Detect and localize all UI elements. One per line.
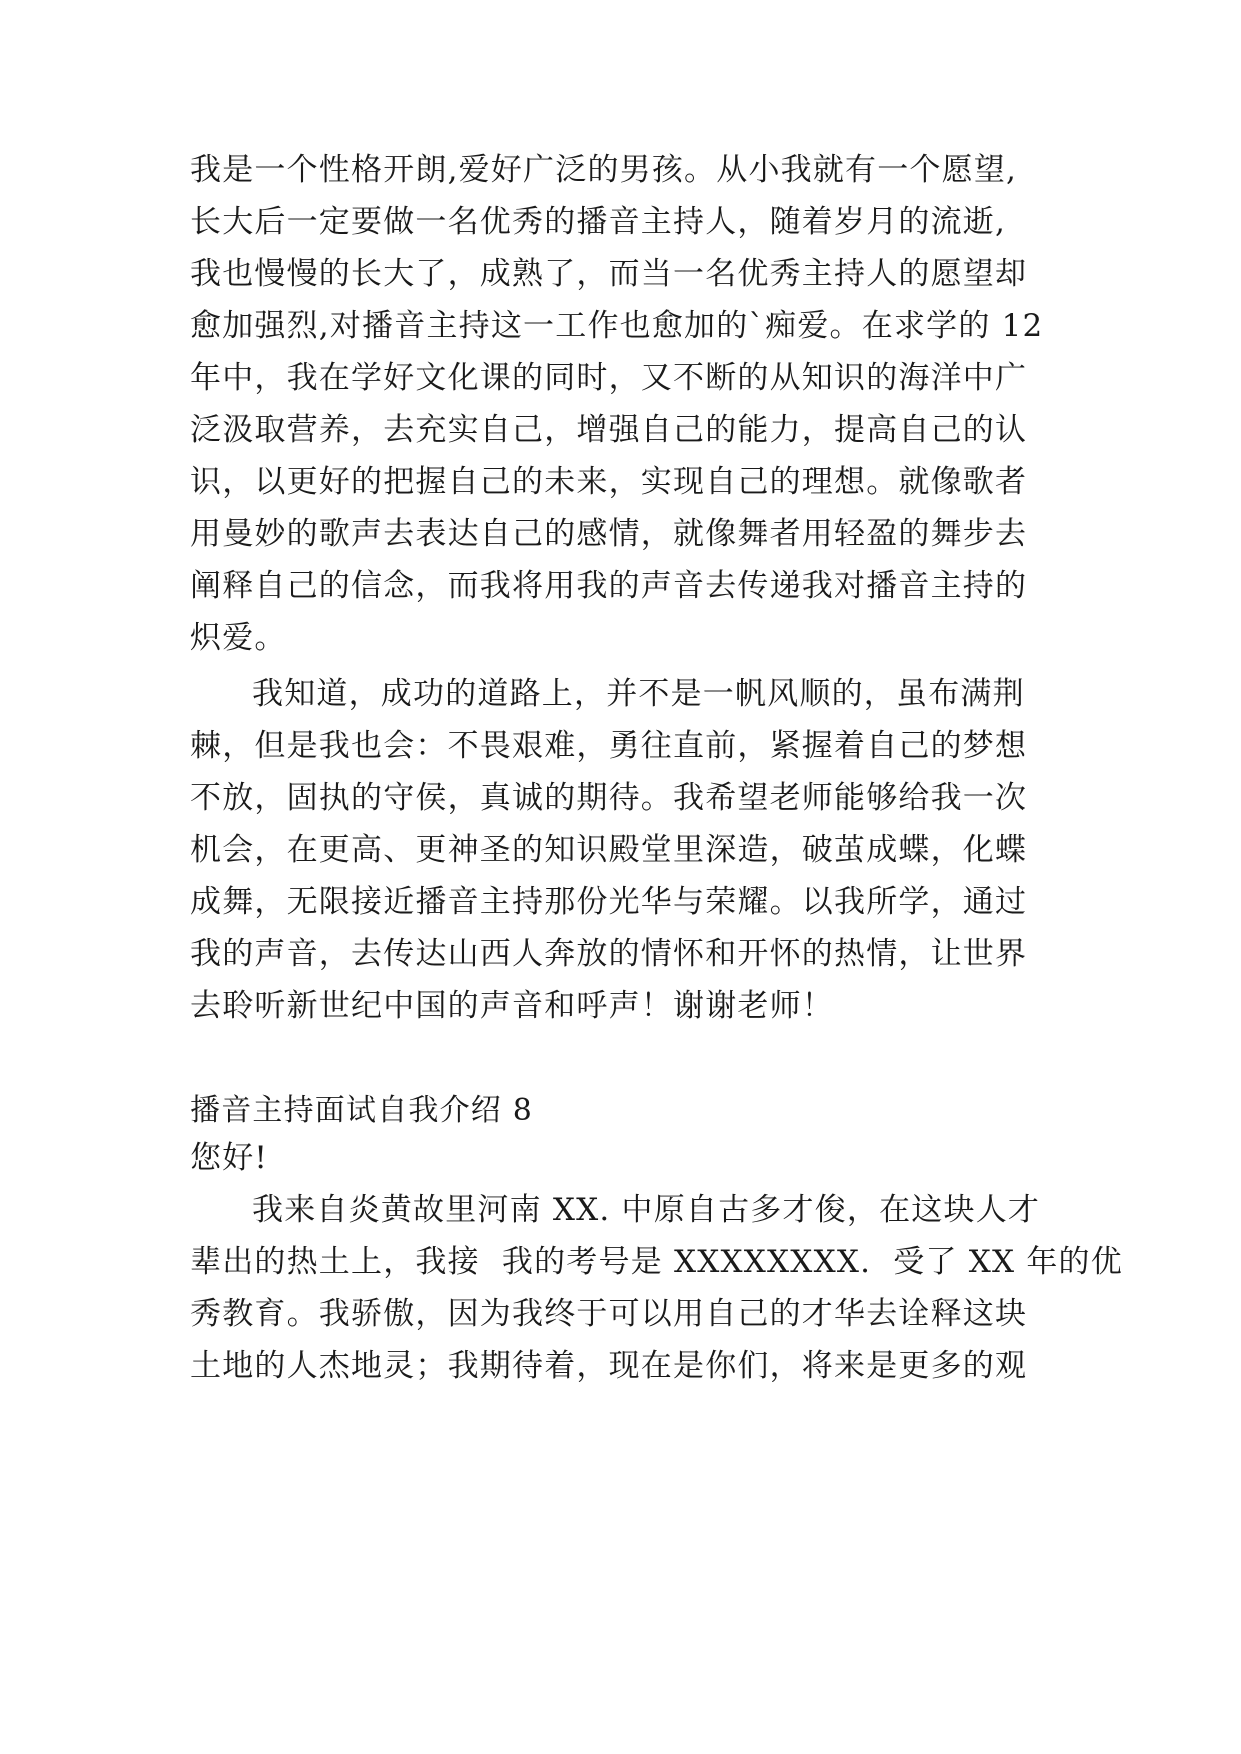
paragraph-2-line: 机会，在更高、更神圣的知识殿堂里深造，破茧成蝶，化蝶 (190, 832, 1028, 868)
paragraph-1-line: 长大后一定要做一名优秀的播音主持人，随着岁月的流逝, (190, 204, 1007, 240)
paragraph-2-line: 不放，固执的守侯，真诚的期待。我希望老师能够给我一次 (190, 780, 1028, 816)
paragraph-1-line: 识，以更好的把握自己的未来，实现自己的理想。就像歌者 (190, 464, 1028, 500)
paragraph-1-line: 愈加强烈,对播音主持这一工作也愈加的`痴爱。在求学的 12 (190, 308, 1044, 344)
paragraph-1-line: 炽爱。 (190, 620, 287, 656)
section-title: 播音主持面试自我介绍 8 (190, 1093, 534, 1128)
paragraph-2-line: 成舞，无限接近播音主持那份光华与荣耀。以我所学，通过 (190, 884, 1028, 920)
paragraph-1-line: 年中，我在学好文化课的同时，又不断的从知识的海洋中广 (190, 360, 1028, 396)
paragraph-1-line: 阐释自己的信念，而我将用我的声音去传递我对播音主持的 (190, 568, 1028, 604)
paragraph-3-line: 秀教育。我骄傲，因为我终于可以用自己的才华去诠释这块 (190, 1296, 1028, 1332)
paragraph-2-line: 我的声音，去传达山西人奔放的情怀和开怀的热情，让世界 (190, 936, 1028, 972)
greeting: 您好! (190, 1140, 269, 1176)
paragraph-1-line: 我也慢慢的长大了，成熟了，而当一名优秀主持人的愿望却 (190, 256, 1028, 292)
paragraph-1-line: 我是一个性格开朗,爱好广泛的男孩。从小我就有一个愿望, (190, 152, 1018, 188)
paragraph-2-line: 我知道，成功的道路上，并不是一帆风顺的，虽布满荆 (252, 676, 1025, 712)
paragraph-3-line: 辈出的热土上，我接 我的考号是 XXXXXXXX. 受了 XX 年的优 (190, 1244, 1123, 1280)
paragraph-2-line: 棘，但是我也会：不畏艰难，勇往直前，紧握着自己的梦想 (190, 728, 1028, 764)
paragraph-1-line: 用曼妙的歌声去表达自己的感情，就像舞者用轻盈的舞步去 (190, 516, 1028, 552)
paragraph-3-line: 我来自炎黄故里河南 XX. 中原自古多才俊，在这块人才 (252, 1192, 1041, 1228)
paragraph-3-line: 土地的人杰地灵；我期待着，现在是你们，将来是更多的观 (190, 1348, 1028, 1384)
paragraph-2-line: 去聆听新世纪中国的声音和呼声！谢谢老师！ (190, 988, 834, 1024)
paragraph-1-line: 泛汲取营养，去充实自己，增强自己的能力，提高自己的认 (190, 412, 1028, 448)
